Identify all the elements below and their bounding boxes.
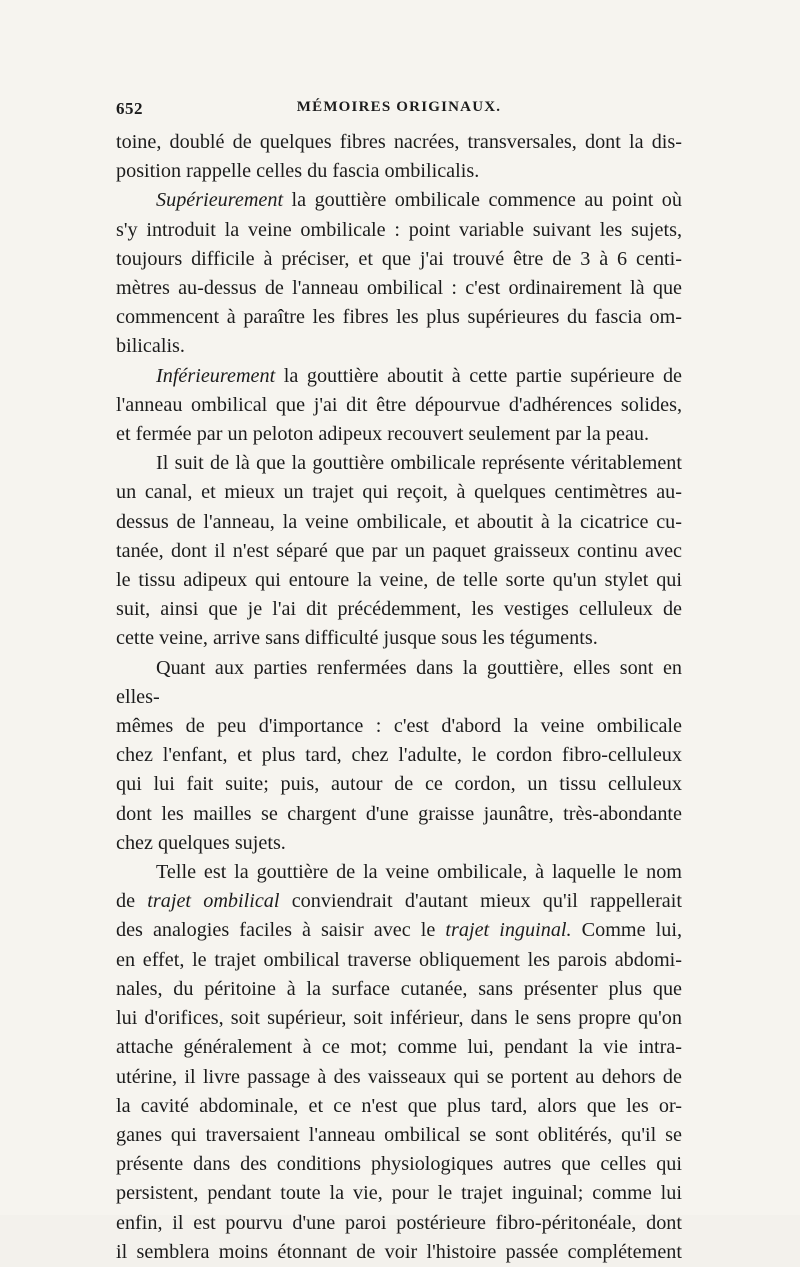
text-run: Comme lui,	[571, 919, 682, 942]
italic-term: Supérieurement	[156, 189, 284, 212]
paragraph-line: la cavité abdominale, et ce n'est que plus tard, alors que les or-	[116, 1094, 682, 1117]
paragraph-line: le tissu adipeux qui entoure la veine, de telle sorte qu'un stylet qui	[116, 569, 682, 592]
paragraph-line: attache généralement à ce mot; comme lui, pendant la vie intra-	[116, 1036, 682, 1059]
paragraph-line: Il suit de là que la gouttière ombilicale représente véritablement	[156, 452, 682, 475]
paragraph-line	[116, 186, 682, 215]
paragraph-line: et fermée par un peloton adipeux recouvert seulement par la peau.	[116, 423, 650, 446]
paragraph-line: dont les mailles se chargent d'une graisse jaunâtre, très-abondante	[116, 802, 682, 825]
running-head: MÉMOIRES ORIGINAUX.	[296, 99, 502, 115]
italic-term: trajet ombilical	[147, 890, 280, 913]
paragraph-line: toujours difficile à préciser, et que j'ai trouvé être de 3 à 6 centi-	[116, 247, 682, 270]
paragraph-line: l'anneau ombilical que j'ai dit être dépourvue d'adhérences solides,	[116, 393, 682, 416]
text-run: la gouttière ombilicale commence au point où	[283, 189, 682, 212]
paragraph-line: un canal, et mieux un trajet qui reçoit, à quelques centimètres au-	[116, 481, 682, 504]
text-run: conviendrait d'autant mieux qu'il rappellerait	[279, 890, 682, 913]
paragraph-line: utérine, il livre passage à des vaisseaux qui se portent au dehors de	[116, 1065, 682, 1088]
paragraph-line: mètres au-dessus de l'anneau ombilical : c'est ordinairement là que	[116, 277, 682, 300]
paragraph-line: ganes qui traversaient l'anneau ombilical se sont oblitérés, qu'il se	[116, 1123, 682, 1146]
paragraph-line: persistent, pendant toute la vie, pour le trajet inguinal; comme lui	[116, 1182, 682, 1205]
paragraph-line: tanée, dont il n'est séparé que par un paquet graisseux continu avec	[116, 539, 682, 562]
paragraph-line: position rappelle celles du fascia ombilicalis.	[116, 160, 480, 183]
paragraph-line: en effet, le trajet ombilical traverse obliquement les parois abdomi-	[116, 948, 682, 971]
paragraph-line: s'y introduit la veine ombilicale : point variable suivant les sujets,	[116, 218, 682, 241]
text-run: de	[116, 890, 148, 913]
paragraph-line: dessus de l'anneau, la veine ombilicale, et aboutit à la cicatrice cu-	[116, 510, 682, 533]
paragraph-line: chez quelques sujets.	[116, 831, 286, 854]
paragraph-line	[116, 916, 682, 945]
paragraph-line: il semblera moins étonnant de voir l'histoire passée complétement	[116, 1240, 682, 1263]
italic-term: Inférieurement	[156, 364, 276, 387]
paragraph-line: toine, doublé de quelques fibres nacrées, transversales, dont la dis-	[116, 131, 682, 153]
paragraph-line: mêmes de peu d'importance : c'est d'abord la veine ombilicale	[116, 715, 682, 738]
paragraph-line: qui lui fait suite; puis, autour de ce cordon, un tissu celluleux	[116, 773, 682, 796]
paragraph-line: cette veine, arrive sans difficulté jusque sous les téguments.	[116, 627, 598, 650]
paragraph-line: bilicalis.	[116, 335, 185, 358]
paragraph-line: enfin, il est pourvu d'une paroi postérieure fibro-péritonéale, dont	[116, 1211, 682, 1234]
paragraph-line: Quant aux parties renfermées dans la gouttière, elles sont en elles-	[116, 656, 682, 708]
paragraph-line	[116, 887, 682, 916]
text-run: des analogies faciles à saisir avec le	[116, 919, 446, 942]
page-number: 652	[116, 99, 143, 118]
paragraph-line: Telle est la gouttière de la veine ombilicale, à laquelle le nom	[156, 861, 682, 884]
text-run: la gouttière aboutit à cette partie supérieure de	[275, 364, 682, 387]
paragraph-line: lui d'orifices, soit supérieur, soit inférieur, dans le sens propre qu'on	[116, 1007, 682, 1030]
paragraph-line: nales, du péritoine à la surface cutanée, sans présenter plus que	[116, 977, 682, 1000]
italic-term: trajet inguinal.	[445, 919, 572, 942]
paragraph-line: suit, ainsi que je l'ai dit précédemment, les vestiges celluleux de	[116, 598, 682, 621]
paragraph-line: commencent à paraître les fibres les plus supérieures du fascia om-	[116, 306, 682, 329]
paragraph-line: chez l'enfant, et plus tard, chez l'adulte, le cordon fibro-celluleux	[116, 744, 682, 767]
body-text	[116, 128, 682, 1267]
paragraph-line: présente dans des conditions physiologiques autres que celles qui	[116, 1153, 682, 1176]
page-header	[116, 99, 682, 123]
paragraph-line	[116, 362, 682, 391]
